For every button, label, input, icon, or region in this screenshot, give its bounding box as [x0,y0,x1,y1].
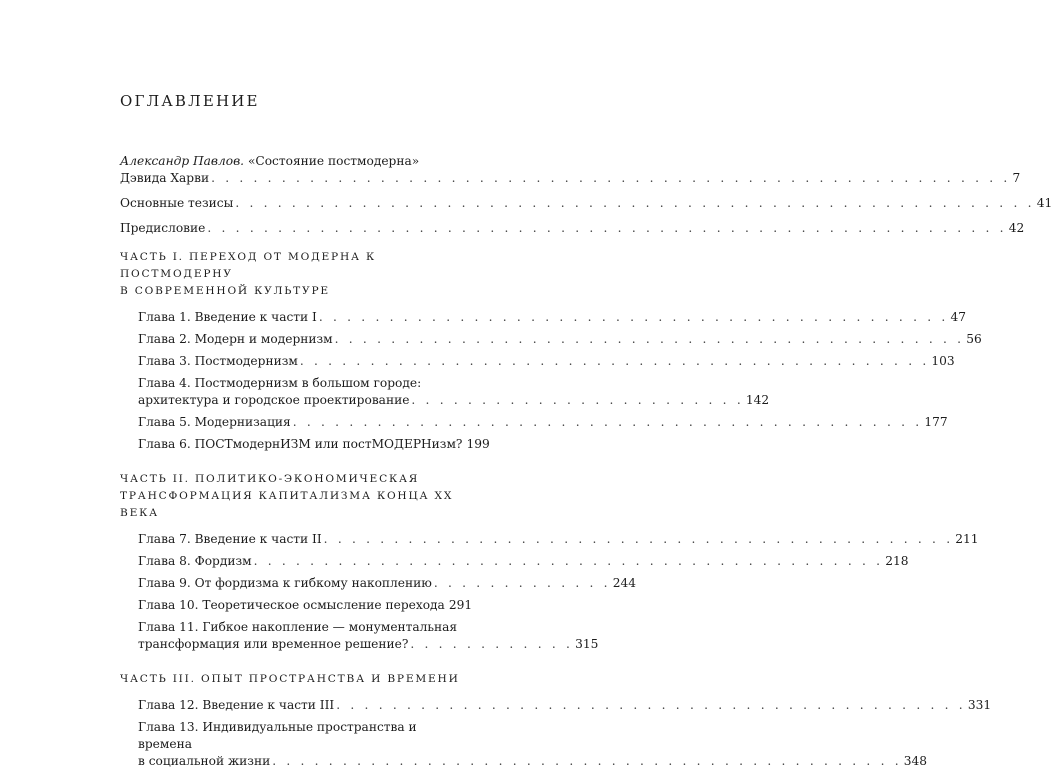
chapter-title: Глава 2. Модерн и модернизм [138,332,333,346]
chapter-page: 47 [950,310,966,324]
chapter-title: Глава 7. Введение к части II [138,532,322,546]
part-heading[interactable] [120,471,462,522]
toc-entry-chapter[interactable] [138,309,966,326]
chapter-title-cont: архитектура и городское проектирование [138,393,410,407]
chapter-title: Глава 10. Теоретическое осмысление перехода [138,598,445,612]
dot-leader: . . . . . . . . . . . . . . . . . . . . . . . . . . . . . . . . . . . . . . . . . . . . . . . . . . . . . . . . . [211,171,1011,185]
chapter-page: 211 [955,532,979,546]
chapter-page: 218 [885,554,909,568]
chapter-page: 142 [745,393,770,407]
toc-entry-chapter[interactable] [138,353,955,370]
toc-entry-title: «Состояние постмодерна» [247,154,420,168]
toc-entry-title: Основные тезисы [120,196,234,210]
part-title-line: ТРАНСФОРМАЦИЯ КАПИТАЛИЗМА КОНЦА XX ВЕКА [120,490,454,519]
dot-leader: . . . . . . . . . . . . . . . . . . . . . . . . [411,393,744,407]
chapter-last-line [138,753,928,770]
toc-entry-chapter[interactable] [138,575,636,592]
chapter-page: 244 [612,576,636,590]
part-chapters [120,309,982,453]
toc-entry-chapter[interactable] [138,531,979,548]
toc-entry-page: 42 [1008,221,1025,235]
toc-entry-chapter[interactable] [138,436,490,453]
toc-entry-author: Александр Павлов. [120,154,245,168]
dot-leader: . . . . . . . . . . . . . . . . . . . . . . . . . . . . . . . . . . . . . . . . . . . . . [299,354,930,368]
dot-leader: . . . . . . . . . . . . . . . . . . . . . . . . . . . . . . . . . . . . . . . . . . . . . [318,310,949,324]
chapter-page: 331 [967,698,992,712]
toc-entry-chapter[interactable] [138,375,770,409]
toc-entry-chapter[interactable] [138,553,909,570]
part-title-line: ЧАСТЬ II. ПОЛИТИКО-ЭКОНОМИЧЕСКАЯ [120,473,420,485]
chapter-title: Глава 12. Введение к части III [138,698,335,712]
chapter-page: 103 [931,354,955,368]
part-heading[interactable] [120,671,462,688]
dot-leader: . . . . . . . . . . . . . . . . . . . . . . . . . . . . . . . . . . . . . . . . . . . . . [253,554,884,568]
chapter-title: Глава 1. Введение к части I [138,310,317,324]
toc-entry-page: 7 [1012,171,1021,185]
toc-entry-title-cont: Дэвида Харви [120,171,210,185]
dot-leader: . . . . . . . . . . . . . . . . . . . . . . . . . . . . . . . . . . . . . . . . . . . . . [334,332,965,346]
part-heading[interactable] [120,249,462,300]
chapter-page: 56 [966,332,982,346]
chapter-title: Глава 5. Модернизация [138,415,291,429]
toc-entry-chapter[interactable] [138,697,992,714]
toc-entry-chapter[interactable] [138,414,948,431]
chapter-title-cont: трансформация или временное решение? [138,637,409,651]
chapter-last-line [138,636,599,653]
chapter-last-line [138,392,770,409]
dot-leader: . . . . . . . . . . . . . . . . . . . . . . . . . . . . . . . . . . . . . . . . . . . . . [336,698,966,712]
chapter-title: Глава 8. Фордизм [138,554,252,568]
page-title: ОГЛАВЛЕНИЕ [120,92,260,110]
chapter-title: Глава 11. Гибкое накопление — монументальная [138,620,458,634]
chapter-page: 199 [466,437,490,451]
dot-leader: . . . . . . . . . . . . . . . . . . . . . . . . . . . . . . . . . . . . . . . . . . . . . [292,415,923,429]
chapter-title: Глава 6. ПОСТмодернИЗМ или постМОДЕРНизм? [138,437,463,451]
part-chapters [120,531,979,653]
chapter-page: 315 [575,637,599,651]
toc-entry-last-line [120,170,1021,187]
part-title-line: В СОВРЕМЕННОЙ КУЛЬТУРЕ [120,285,330,297]
dot-leader: . . . . . . . . . . . . . . . . . . . . . . . . . . . . . . . . . . . . . . . . . . . . . . . . . . . . . . . . . [207,221,1007,235]
toc-entry-page: 41 [1036,196,1052,210]
table-of-contents [120,153,1052,770]
toc-entry-main-theses[interactable] [120,195,1052,212]
toc-entry-preface[interactable] [120,220,1025,237]
part-title-line: ЧАСТЬ I. ПЕРЕХОД ОТ МОДЕРНА К ПОСТМОДЕРНУ [120,251,376,280]
chapter-title: Глава 4. Постмодернизм в большом городе: [138,376,422,390]
chapter-title-cont: в социальной жизни [138,754,271,768]
dot-leader: . . . . . . . . . . . . . . . . . . . . . . . . . . . . . . . . . . . . . . . . . . . . . [323,532,954,546]
chapter-title: Глава 3. Постмодернизм [138,354,298,368]
chapter-page: 291 [448,598,473,612]
dot-leader: . . . . . . . . . . . . . . . . . . . . . . . . . . . . . . . . . . . . . . . . . . . . . [272,754,902,768]
toc-entry-first-line [120,153,462,170]
chapter-title: Глава 13. Индивидуальные пространства и времена [138,720,417,751]
chapter-page: 177 [924,415,948,429]
dot-leader: . . . . . . . . . . . . . . . . . . . . . . . . . . . . . . . . . . . . . . . . . . . . . . . . . . . . . . . . . [235,196,1035,210]
toc-entry-chapter[interactable] [138,619,599,653]
dot-leader: . . . . . . . . . . . . [410,637,574,651]
chapter-page: 348 [903,754,928,768]
toc-entry-title: Предисловие [120,221,206,235]
part-chapters [120,697,992,770]
dot-leader: . . . . . . . . . . . . . [433,576,611,590]
toc-entry-chapter[interactable] [138,719,928,770]
toc-entry-intro-article[interactable] [120,153,1021,187]
chapter-title: Глава 9. От фордизма к гибкому накоплению [138,576,432,590]
toc-entry-chapter[interactable] [138,331,982,348]
toc-entry-chapter[interactable] [138,597,473,614]
part-title-line: ЧАСТЬ III. ОПЫТ ПРОСТРАНСТВА И ВРЕМЕНИ [120,673,460,685]
